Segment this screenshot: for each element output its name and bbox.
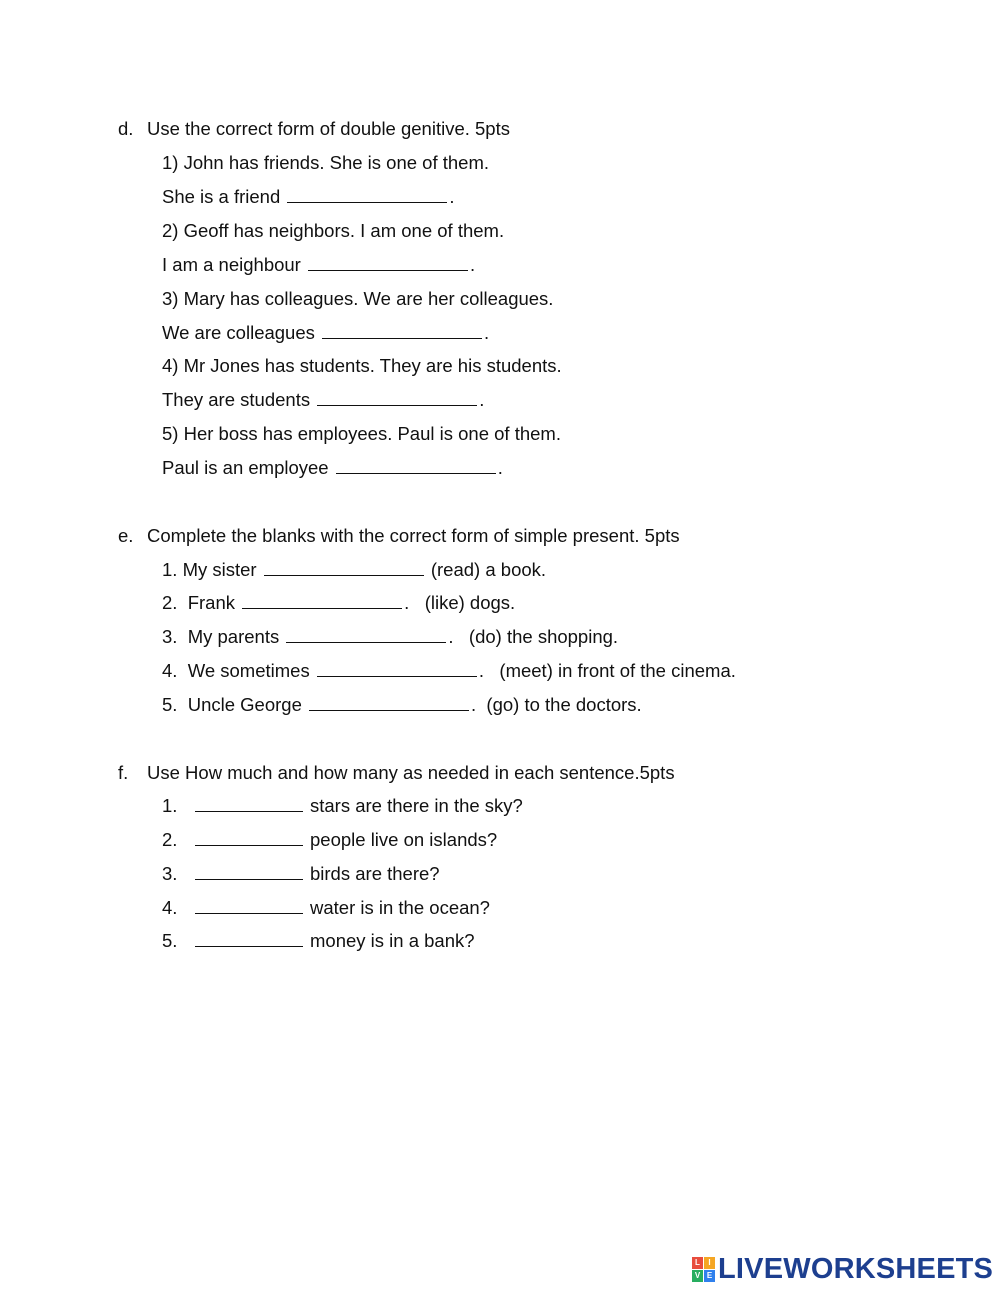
logo-text: LIVEWORKSHEETS [718, 1253, 994, 1285]
answer-prefix: They are students [162, 389, 311, 410]
answer-prefix: We are colleagues [162, 322, 315, 343]
answer-suffix: . [469, 254, 476, 275]
answer-blank[interactable] [195, 897, 303, 914]
item-number: 5. [162, 930, 178, 951]
section-f-title: Use How much and how many as needed in each sentence.5pts [147, 762, 675, 783]
logo-mark-letter: L [692, 1257, 703, 1269]
item-prefix: 5. Uncle George [162, 694, 302, 715]
section-d-answer-3 [162, 322, 489, 344]
section-e-item-3 [162, 626, 618, 648]
answer-suffix: . [449, 186, 455, 207]
item-number: 4. [162, 897, 178, 918]
section-e-marker: e. [118, 525, 134, 546]
section-f-item-4 [162, 897, 490, 919]
item-suffix: (read) a book. [430, 559, 547, 580]
answer-blank[interactable] [195, 930, 303, 947]
item-number: 2. [162, 829, 178, 850]
item-text: money is in a bank? [310, 930, 475, 951]
answer-blank[interactable] [195, 829, 303, 846]
item-number: 1. [162, 795, 178, 816]
section-f-item-1 [162, 795, 523, 817]
answer-blank[interactable] [309, 694, 469, 711]
section-f-item-2 [162, 829, 497, 851]
logo-mark-letter: E [704, 1270, 715, 1282]
answer-prefix: Paul is an employee [162, 457, 329, 478]
item-suffix: . (meet) in front of the cinema. [478, 660, 736, 681]
section-d-question-5: 5) Her boss has employees. Paul is one of them. [162, 423, 561, 444]
logo-mark-icon [692, 1257, 715, 1282]
item-text: people live on islands? [310, 829, 498, 850]
item-number: 3. [162, 863, 178, 884]
item-suffix: . (like) dogs. [404, 592, 516, 613]
section-d-answer-5 [162, 457, 503, 479]
section-d-question-3: 3) Mary has colleagues. We are her colleagues. [162, 288, 554, 309]
answer-blank[interactable] [195, 863, 303, 880]
logo-mark-letter: I [704, 1257, 715, 1269]
section-d-answer-4 [162, 389, 484, 411]
item-prefix: 3. My parents [162, 626, 280, 647]
answer-blank[interactable] [287, 186, 447, 203]
answer-blank[interactable] [242, 592, 402, 609]
logo-mark-letter: V [692, 1270, 703, 1282]
item-suffix: . (do) the shopping. [448, 626, 619, 647]
answer-blank[interactable] [336, 457, 496, 474]
answer-suffix: . [479, 389, 485, 410]
item-prefix: 1. My sister [162, 559, 257, 580]
item-text: birds are there? [310, 863, 440, 884]
section-e-item-1 [162, 559, 546, 581]
answer-blank[interactable] [264, 559, 424, 576]
answer-blank[interactable] [322, 322, 482, 339]
answer-prefix: I am a neighbour [162, 254, 301, 275]
answer-blank[interactable] [308, 254, 468, 271]
section-e-item-2 [162, 592, 515, 614]
section-d-question-1: 1) John has friends. She is one of them. [162, 152, 490, 173]
answer-blank[interactable] [317, 660, 477, 677]
section-d-question-4: 4) Mr Jones has students. They are his students. [162, 355, 562, 376]
answer-suffix: . [484, 322, 490, 343]
section-d-question-2: 2) Geoff has neighbors. I am one of them. [162, 220, 505, 241]
liveworksheets-logo[interactable] [692, 1254, 993, 1284]
answer-prefix: She is a friend [162, 186, 281, 207]
item-suffix: . (go) to the doctors. [471, 694, 642, 715]
section-d-marker: d. [118, 118, 134, 139]
section-e-item-5 [162, 694, 642, 716]
section-e-item-4 [162, 660, 736, 682]
section-f-item-3 [162, 863, 440, 885]
answer-blank[interactable] [195, 795, 303, 812]
answer-suffix: . [497, 457, 503, 478]
answer-blank[interactable] [286, 626, 446, 643]
section-d-answer-2 [162, 254, 475, 276]
answer-blank[interactable] [317, 389, 477, 406]
section-f-item-5 [162, 930, 475, 952]
item-prefix: 2. Frank [162, 592, 235, 613]
section-d-answer-1 [162, 186, 455, 208]
section-d-title: Use the correct form of double genitive. 5pts [147, 118, 510, 139]
item-text: water is in the ocean? [310, 897, 490, 918]
item-text: stars are there in the sky? [310, 795, 523, 816]
section-f-marker: f. [118, 762, 129, 783]
section-e-title: Complete the blanks with the correct form of simple present. 5pts [147, 525, 680, 546]
item-prefix: 4. We sometimes [162, 660, 310, 681]
